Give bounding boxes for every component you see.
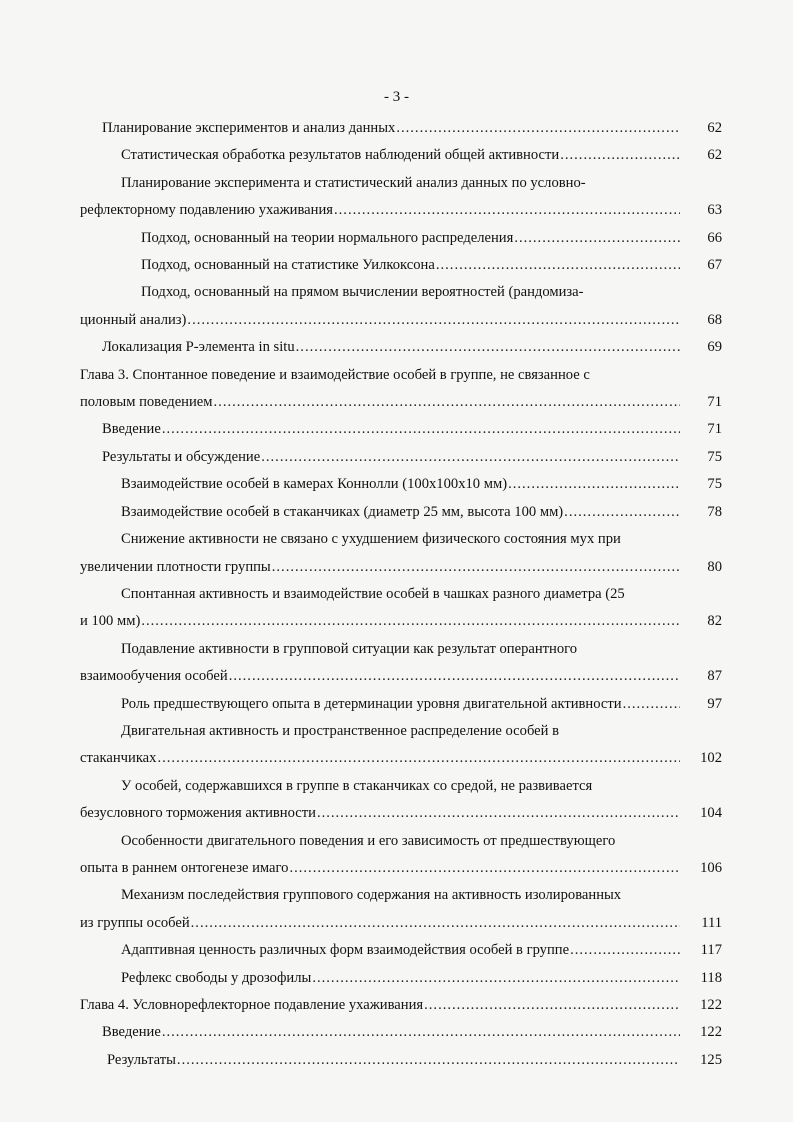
toc-entry-title-line1: Подход, основанный на прямом вычислении вероятностей (рандомиза- (141, 284, 584, 301)
toc-entry (80, 499, 722, 526)
toc-entry-page: 68 (707, 311, 722, 328)
toc-entry (80, 636, 722, 691)
toc-entry (80, 992, 722, 1019)
toc-entry-title-line1: Подавление активности в групповой ситуации как результат оперантного (121, 640, 578, 657)
toc-entry (80, 362, 722, 417)
toc-entry-page: 69 (707, 339, 722, 356)
toc-entry-title-line1: Снижение активности не связано с ухудшением физического состояния мух при (121, 531, 621, 548)
toc-entry-title-line1: Планирование эксперимента и статистический анализ данных по условно- (121, 174, 586, 191)
toc-entry-title-line2: ционный анализ) (80, 311, 187, 328)
toc-entry-page: 87 (707, 668, 722, 685)
toc-entry-page: 102 (700, 750, 722, 767)
leader-dots (187, 307, 680, 334)
leader-dots (334, 197, 680, 224)
toc-entry (80, 142, 722, 169)
leader-dots (214, 389, 680, 416)
toc-entry-title-line1: Двигательная активность и пространственное распределение особей в (121, 722, 560, 739)
toc-entry-title-line1: Спонтанная активность и взаимодействие особей в чашках разного диаметра (25 (121, 585, 625, 602)
toc-entry (80, 882, 722, 937)
leader-dots (396, 115, 680, 142)
toc-entry-page: 62 (707, 120, 722, 136)
leader-dots (317, 800, 680, 827)
leader-dots (312, 965, 680, 992)
leader-dots (623, 691, 680, 718)
toc-entry-title: Результаты (107, 1051, 176, 1068)
leader-dots (229, 663, 680, 690)
toc-entry (80, 526, 722, 581)
toc-entry-page: 82 (707, 613, 722, 630)
toc-entry-title: Введение (102, 421, 161, 438)
table-of-contents (80, 115, 722, 1074)
toc-entry-title: Взаимодействие особей в камерах Коннолли (100х100х10 мм) (121, 476, 508, 493)
toc-entry-title: Взаимодействие особей в стаканчиках (диаметр 25 мм, высота 100 мм) (121, 503, 564, 520)
toc-entry-title: Локализация Р-элемента in situ (102, 339, 295, 356)
toc-entry-page: 118 (700, 969, 722, 986)
toc-entry-page: 125 (700, 1051, 722, 1068)
toc-entry-title-line2: половым поведением (80, 394, 213, 411)
toc-entry-title: Адаптивная ценность различных форм взаимодействия особей в группе (121, 942, 570, 959)
toc-entry (80, 828, 722, 883)
toc-entry-page: 75 (707, 448, 722, 465)
leader-dots (560, 142, 680, 169)
toc-entry (80, 718, 722, 773)
toc-entry-page: 66 (707, 229, 722, 246)
toc-entry (80, 334, 722, 361)
toc-entry (80, 252, 722, 279)
toc-entry (80, 471, 722, 498)
toc-entry-title: Результаты и обсуждение (102, 448, 261, 465)
toc-entry-title-line2: безусловного торможения активности (80, 805, 316, 822)
toc-entry (80, 937, 722, 964)
toc-entry (80, 773, 722, 828)
toc-entry-title-line1: Глава 3. Спонтанное поведение и взаимодействие особей в группе, не связанное с (80, 366, 590, 383)
toc-entry-title: Введение (102, 1024, 161, 1041)
toc-entry (80, 115, 722, 142)
toc-entry-title-line1: Механизм последействия группового содержания на активность изолированных (121, 887, 622, 904)
leader-dots (436, 252, 680, 279)
leader-dots (564, 499, 680, 526)
leader-dots (296, 334, 680, 361)
leader-dots (177, 1047, 680, 1074)
leader-dots (424, 992, 680, 1019)
toc-entry-page: 122 (700, 1024, 722, 1041)
leader-dots (162, 416, 680, 443)
toc-entry-title: Планирование экспериментов и анализ данных (102, 120, 396, 136)
toc-entry-page: 71 (707, 421, 722, 438)
toc-entry-title-line1: У особей, содержавшихся в группе в стаканчиках со средой, не развивается (121, 777, 593, 794)
leader-dots (261, 444, 680, 471)
toc-entry-page: 111 (701, 914, 722, 931)
toc-entry (80, 225, 722, 252)
toc-entry-title-line2: и 100 мм) (80, 613, 141, 630)
toc-entry-title-line2: из группы особей (80, 914, 190, 931)
toc-entry-title: Глава 4. Условнорефлекторное подавление ухаживания (80, 997, 424, 1013)
page-number: - 3 - (384, 89, 409, 105)
toc-entry-title: Подход, основанный на статистике Уилкоксона (141, 257, 435, 274)
leader-dots (289, 855, 680, 882)
toc-entry (80, 965, 722, 992)
toc-entry-title: Статистическая обработка результатов наблюдений общей активности (121, 147, 560, 164)
toc-entry (80, 1047, 722, 1074)
leader-dots (141, 608, 680, 635)
toc-entry-title: Рефлекс свободы у дрозофилы (121, 969, 312, 986)
toc-entry (80, 691, 722, 718)
toc-entry-page: 63 (707, 202, 722, 219)
toc-entry (80, 1019, 722, 1046)
toc-entry-page: 78 (707, 503, 722, 520)
toc-entry (80, 279, 722, 334)
toc-entry-page: 71 (707, 394, 722, 411)
leader-dots (157, 745, 680, 772)
toc-entry (80, 444, 722, 471)
toc-entry (80, 416, 722, 443)
toc-entry-page: 104 (700, 805, 722, 822)
toc-entry-page: 75 (707, 476, 722, 493)
leader-dots (162, 1019, 680, 1046)
toc-entry-page: 106 (700, 859, 722, 876)
leader-dots (272, 554, 680, 581)
toc-entry (80, 581, 722, 636)
leader-dots (514, 225, 680, 252)
leader-dots (570, 937, 680, 964)
toc-entry-page: 117 (700, 942, 722, 959)
toc-entry-page: 97 (707, 695, 722, 712)
toc-entry-title-line2: взаимообучения особей (80, 668, 228, 685)
toc-entry-title-line2: стаканчиках (80, 750, 157, 767)
toc-entry-title: Роль предшествующего опыта в детерминации уровня двигательной активности (121, 695, 622, 712)
toc-entry-title-line2: увеличении плотности группы (80, 558, 271, 575)
toc-entry (80, 170, 722, 225)
leader-dots (191, 910, 680, 937)
toc-entry-page: 67 (707, 257, 722, 274)
toc-entry-title-line2: опыта в раннем онтогенезе имаго (80, 859, 289, 876)
toc-entry-page: 62 (707, 147, 722, 164)
leader-dots (508, 471, 680, 498)
toc-entry-page: 122 (700, 997, 722, 1013)
toc-entry-title-line2: рефлекторному подавлению ухаживания (80, 202, 333, 219)
toc-entry-page: 80 (707, 558, 722, 575)
toc-entry-title: Подход, основанный на теории нормального распределения (141, 229, 514, 246)
toc-entry-title-line1: Особенности двигательного поведения и его зависимость от предшествующего (121, 832, 616, 849)
